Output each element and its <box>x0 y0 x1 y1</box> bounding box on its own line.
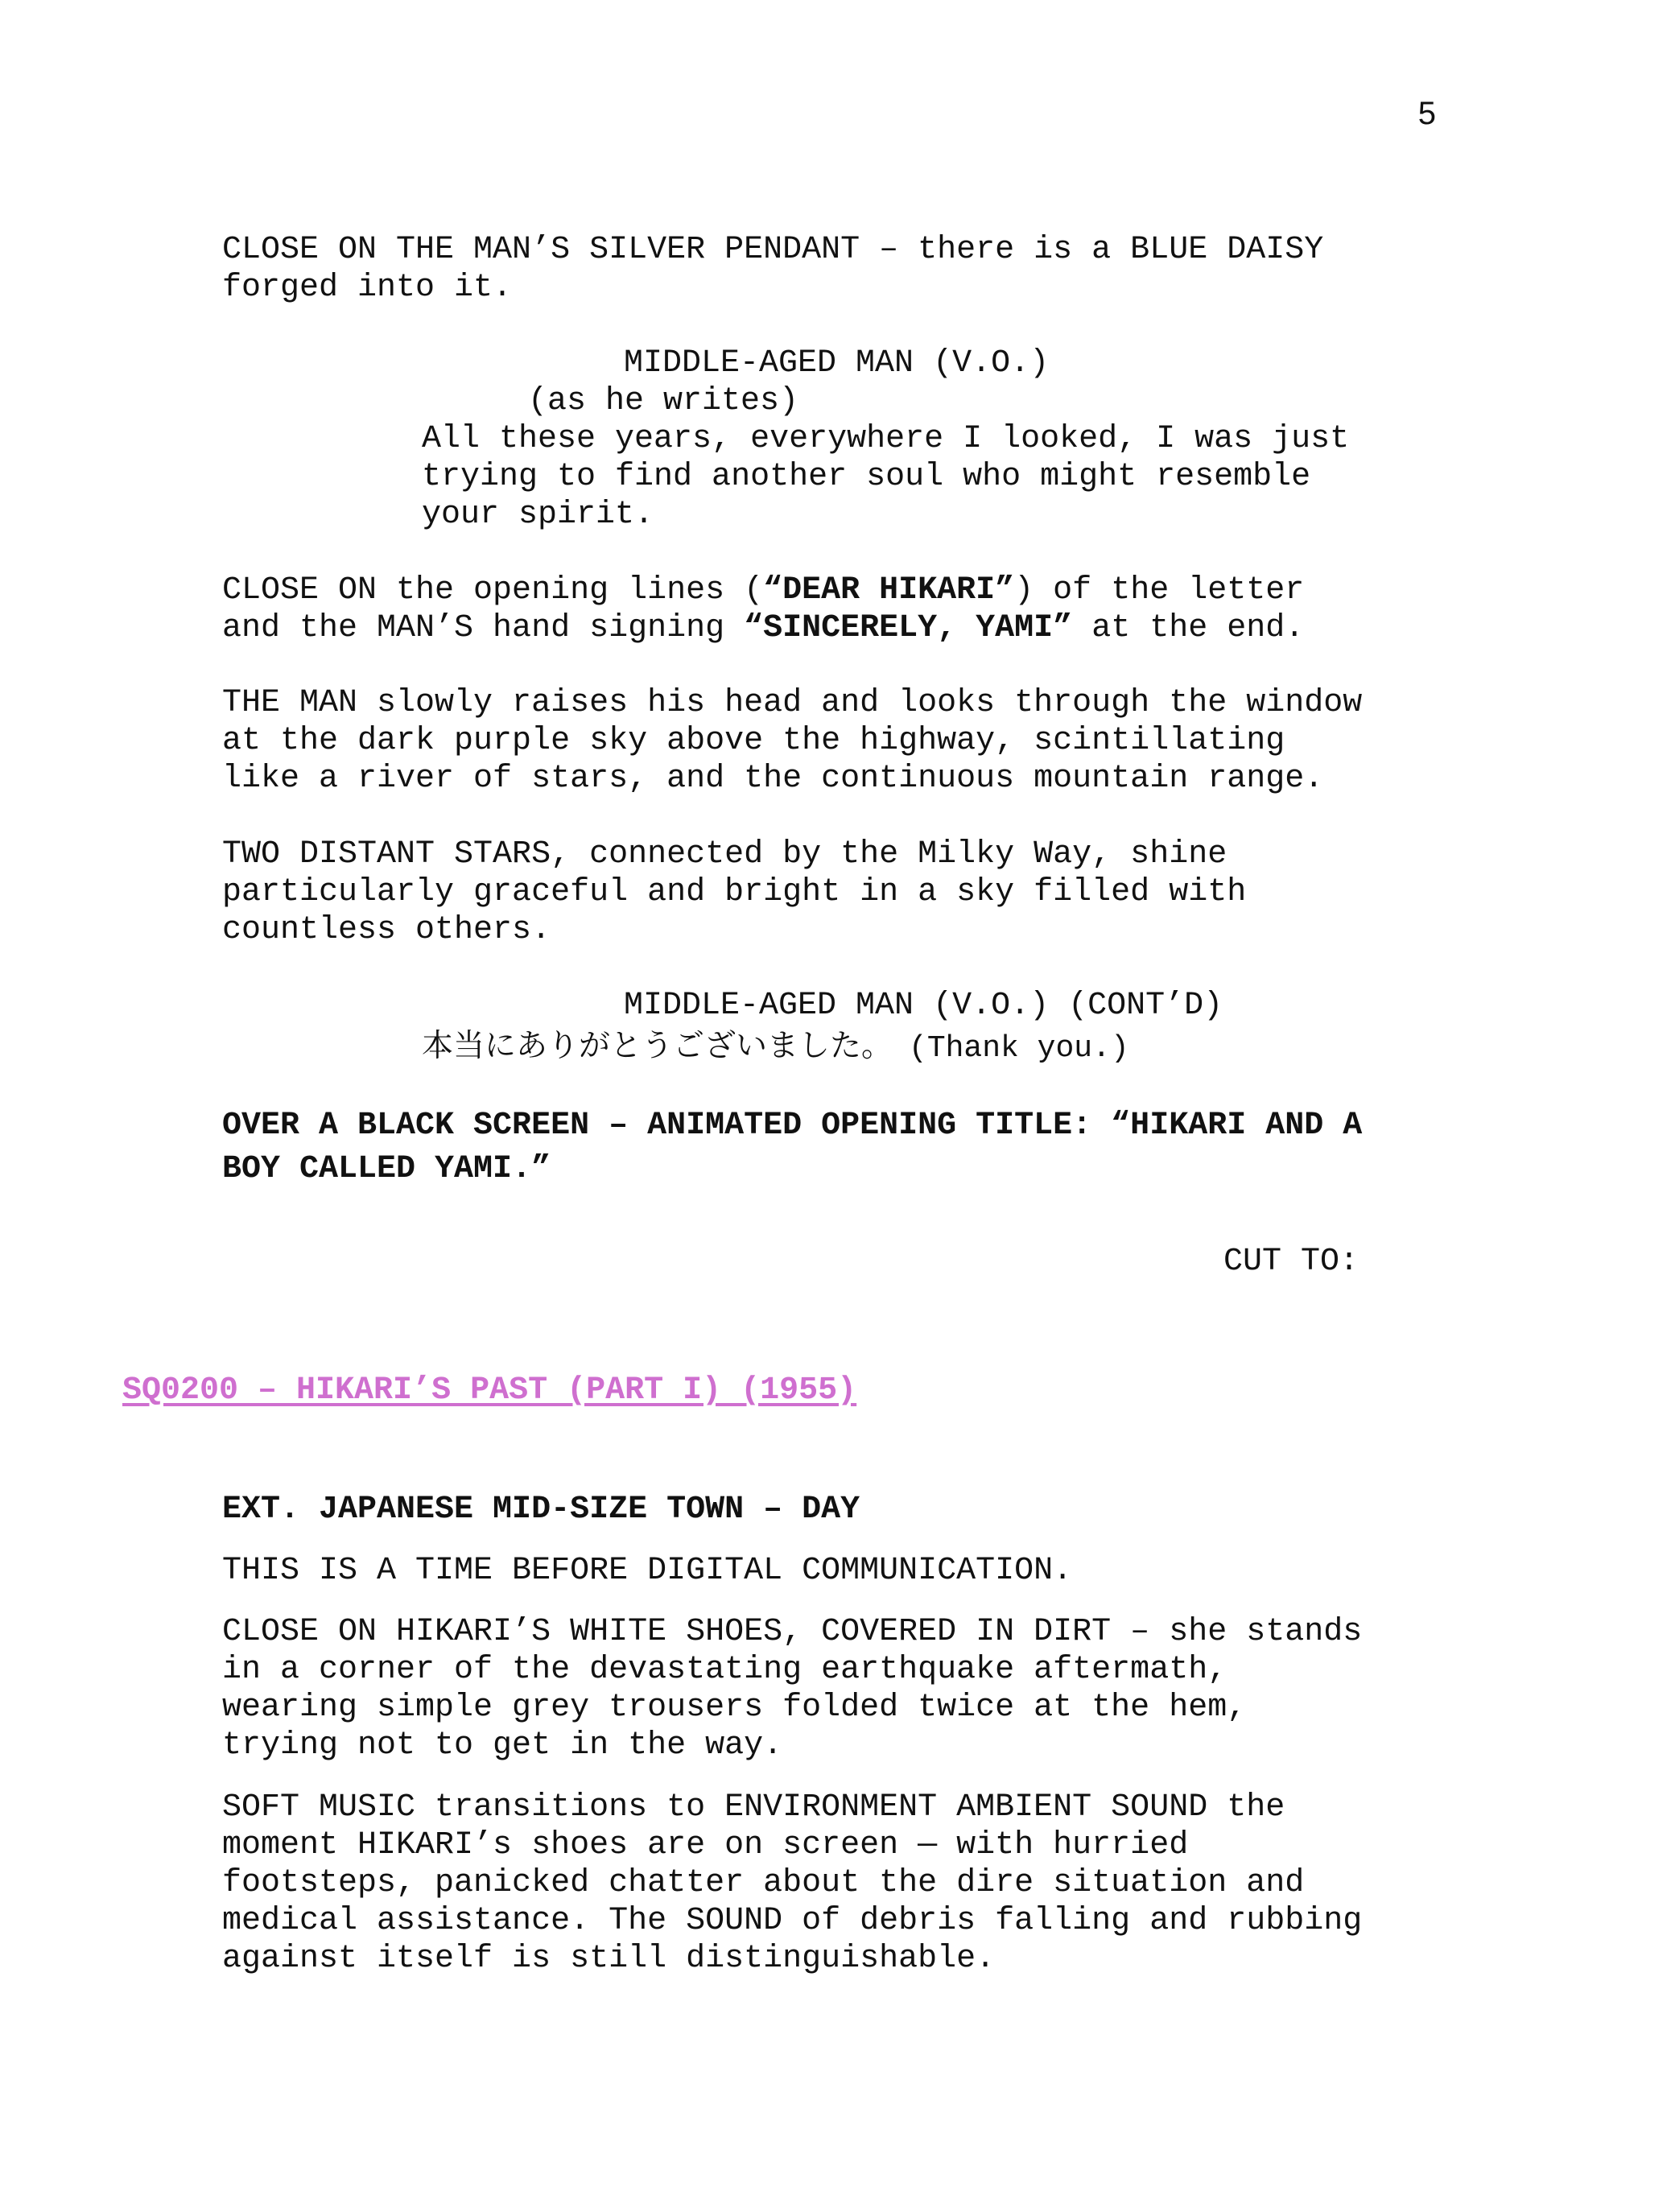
action-text: ) of the letter <box>1014 572 1305 609</box>
title-line: BOY CALLED YAMI.” <box>222 1151 551 1187</box>
action-line: at the dark purple sky above the highway, scintillating <box>222 723 1285 759</box>
action-line: forged into it. <box>222 270 513 306</box>
action-stars <box>222 836 1446 949</box>
letter-signature: “SINCERELY, YAMI” <box>744 610 1073 646</box>
action-pendant <box>222 231 1446 307</box>
transition-cut-to: CUT TO: <box>1223 1244 1359 1280</box>
action-time <box>222 1552 1446 1590</box>
action-line: in a corner of the devastating earthquake aftermath, <box>222 1652 1227 1688</box>
letter-greeting: “DEAR HIKARI” <box>763 572 1015 609</box>
dialogue-line: All these years, everywhere I looked, I was just <box>422 421 1350 457</box>
action-line: CLOSE ON THE MAN’S SILVER PENDANT – there is a BLUE DAISY <box>222 232 1324 268</box>
action-text: at the end. <box>1072 610 1305 646</box>
japanese-line: 本当にありがとうございました。 <box>422 1028 893 1064</box>
action-text: and the MAN’S hand signing <box>222 610 745 646</box>
dialogue-japanese <box>422 1027 1129 1067</box>
dialogue-line: your spirit. <box>422 497 654 533</box>
action-line: THIS IS A TIME BEFORE DIGITAL COMMUNICATION. <box>222 1553 1073 1589</box>
action-text: CLOSE ON the opening lines ( <box>222 572 764 609</box>
action-line: TWO DISTANT STARS, connected by the Milky Way, shine <box>222 836 1227 873</box>
action-line: against itself is still distinguishable. <box>222 1941 996 1977</box>
action-sound <box>222 1789 1446 1978</box>
opening-title <box>222 1104 1446 1191</box>
action-letter <box>222 572 1446 647</box>
action-line: trying not to get in the way. <box>222 1727 783 1764</box>
action-line: medical assistance. The SOUND of debris falling and rubbing <box>222 1903 1363 1939</box>
sequence-heading: SQ0200 – HIKARI’S PAST (PART I) (1955) <box>122 1372 857 1409</box>
action-line: footsteps, panicked chatter about the dire situation and <box>222 1865 1305 1901</box>
dialogue-line: trying to find another soul who might resemble <box>422 459 1311 495</box>
action-line: SOFT MUSIC transitions to ENVIRONMENT AMBIENT SOUND the <box>222 1789 1285 1826</box>
action-line: countless others. <box>222 912 551 948</box>
character-cue: MIDDLE-AGED MAN (V.O.) (CONT’D) <box>624 988 1223 1024</box>
title-line: OVER A BLACK SCREEN – ANIMATED OPENING TITLE: “HIKARI AND A <box>222 1108 1363 1144</box>
action-line: moment HIKARI’s shoes are on screen — with hurried <box>222 1827 1189 1863</box>
translation: (Thank you.) <box>909 1031 1129 1066</box>
action-line: wearing simple grey trousers folded twice at the hem, <box>222 1690 1247 1726</box>
action-line: particularly graceful and bright in a sky filled with <box>222 874 1247 910</box>
scene-heading: EXT. JAPANESE MID-SIZE TOWN – DAY <box>222 1492 860 1528</box>
action-window <box>222 684 1446 798</box>
action-line: THE MAN slowly raises his head and looks through the window <box>222 685 1363 721</box>
parenthetical: (as he writes) <box>528 383 799 419</box>
action-shoes <box>222 1613 1446 1764</box>
action-line: like a river of stars, and the continuous mountain range. <box>222 761 1324 797</box>
page-number: 5 <box>1417 96 1436 131</box>
action-line: CLOSE ON HIKARI’S WHITE SHOES, COVERED IN DIRT – she stands <box>222 1614 1363 1650</box>
dialogue <box>422 420 1349 534</box>
character-cue: MIDDLE-AGED MAN (V.O.) <box>624 345 1050 382</box>
